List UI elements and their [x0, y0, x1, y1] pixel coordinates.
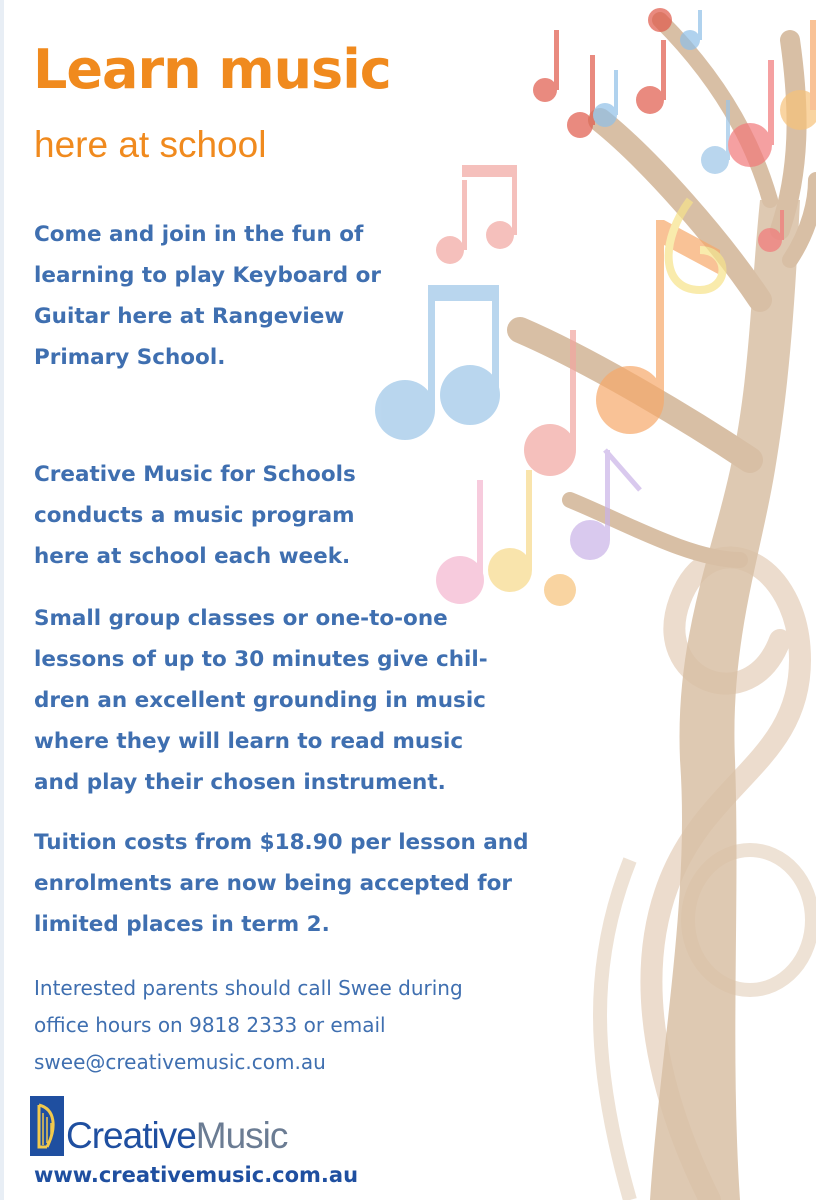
classes-line: Small group classes or one-to-one [34, 606, 448, 631]
program-line: Creative Music for Schools [34, 462, 356, 487]
tuition-line: enrolments are now being accepted for [34, 871, 513, 896]
creative-music-logo [30, 1096, 287, 1156]
logo-word-music: Music [195, 1115, 288, 1156]
contact-line: office hours on 9818 2333 or email [34, 1013, 386, 1037]
intro-line: learning to play Keyboard or [34, 263, 381, 288]
classes-line: lessons of up to 30 minutes give chil- [34, 647, 488, 672]
contact-line: Interested parents should call Swee during [34, 976, 463, 1000]
classes-paragraph [34, 598, 488, 803]
classes-line: and play their chosen instrument. [34, 770, 446, 795]
tuition-line: limited places in term 2. [34, 912, 330, 937]
page-subtitle: here at school [34, 124, 267, 165]
intro-line: Come and join in the fun of [34, 222, 364, 247]
intro-paragraph [34, 214, 381, 378]
classes-line: dren an excellent grounding in music [34, 688, 486, 713]
classes-line: where they will learn to read music [34, 729, 464, 754]
program-line: here at school each week. [34, 544, 351, 569]
website-link[interactable]: www.creativemusic.com.au [34, 1163, 359, 1187]
logo-wordmark [66, 1116, 287, 1156]
tuition-paragraph [34, 822, 529, 945]
tuition-line: Tuition costs from $18.90 per lesson and [34, 830, 529, 855]
contact-email[interactable]: swee@creativemusic.com.au [34, 1050, 326, 1074]
page-edge-rule [0, 0, 4, 1200]
harp-logo-icon [30, 1096, 64, 1156]
intro-line: Guitar here at Rangeview [34, 304, 345, 329]
intro-line: Primary School. [34, 345, 226, 370]
program-line: conducts a music program [34, 503, 355, 528]
page-title: Learn music [33, 38, 391, 101]
contact-info [34, 970, 463, 1081]
program-paragraph [34, 454, 356, 577]
logo-word-creative: Creative [66, 1115, 196, 1156]
